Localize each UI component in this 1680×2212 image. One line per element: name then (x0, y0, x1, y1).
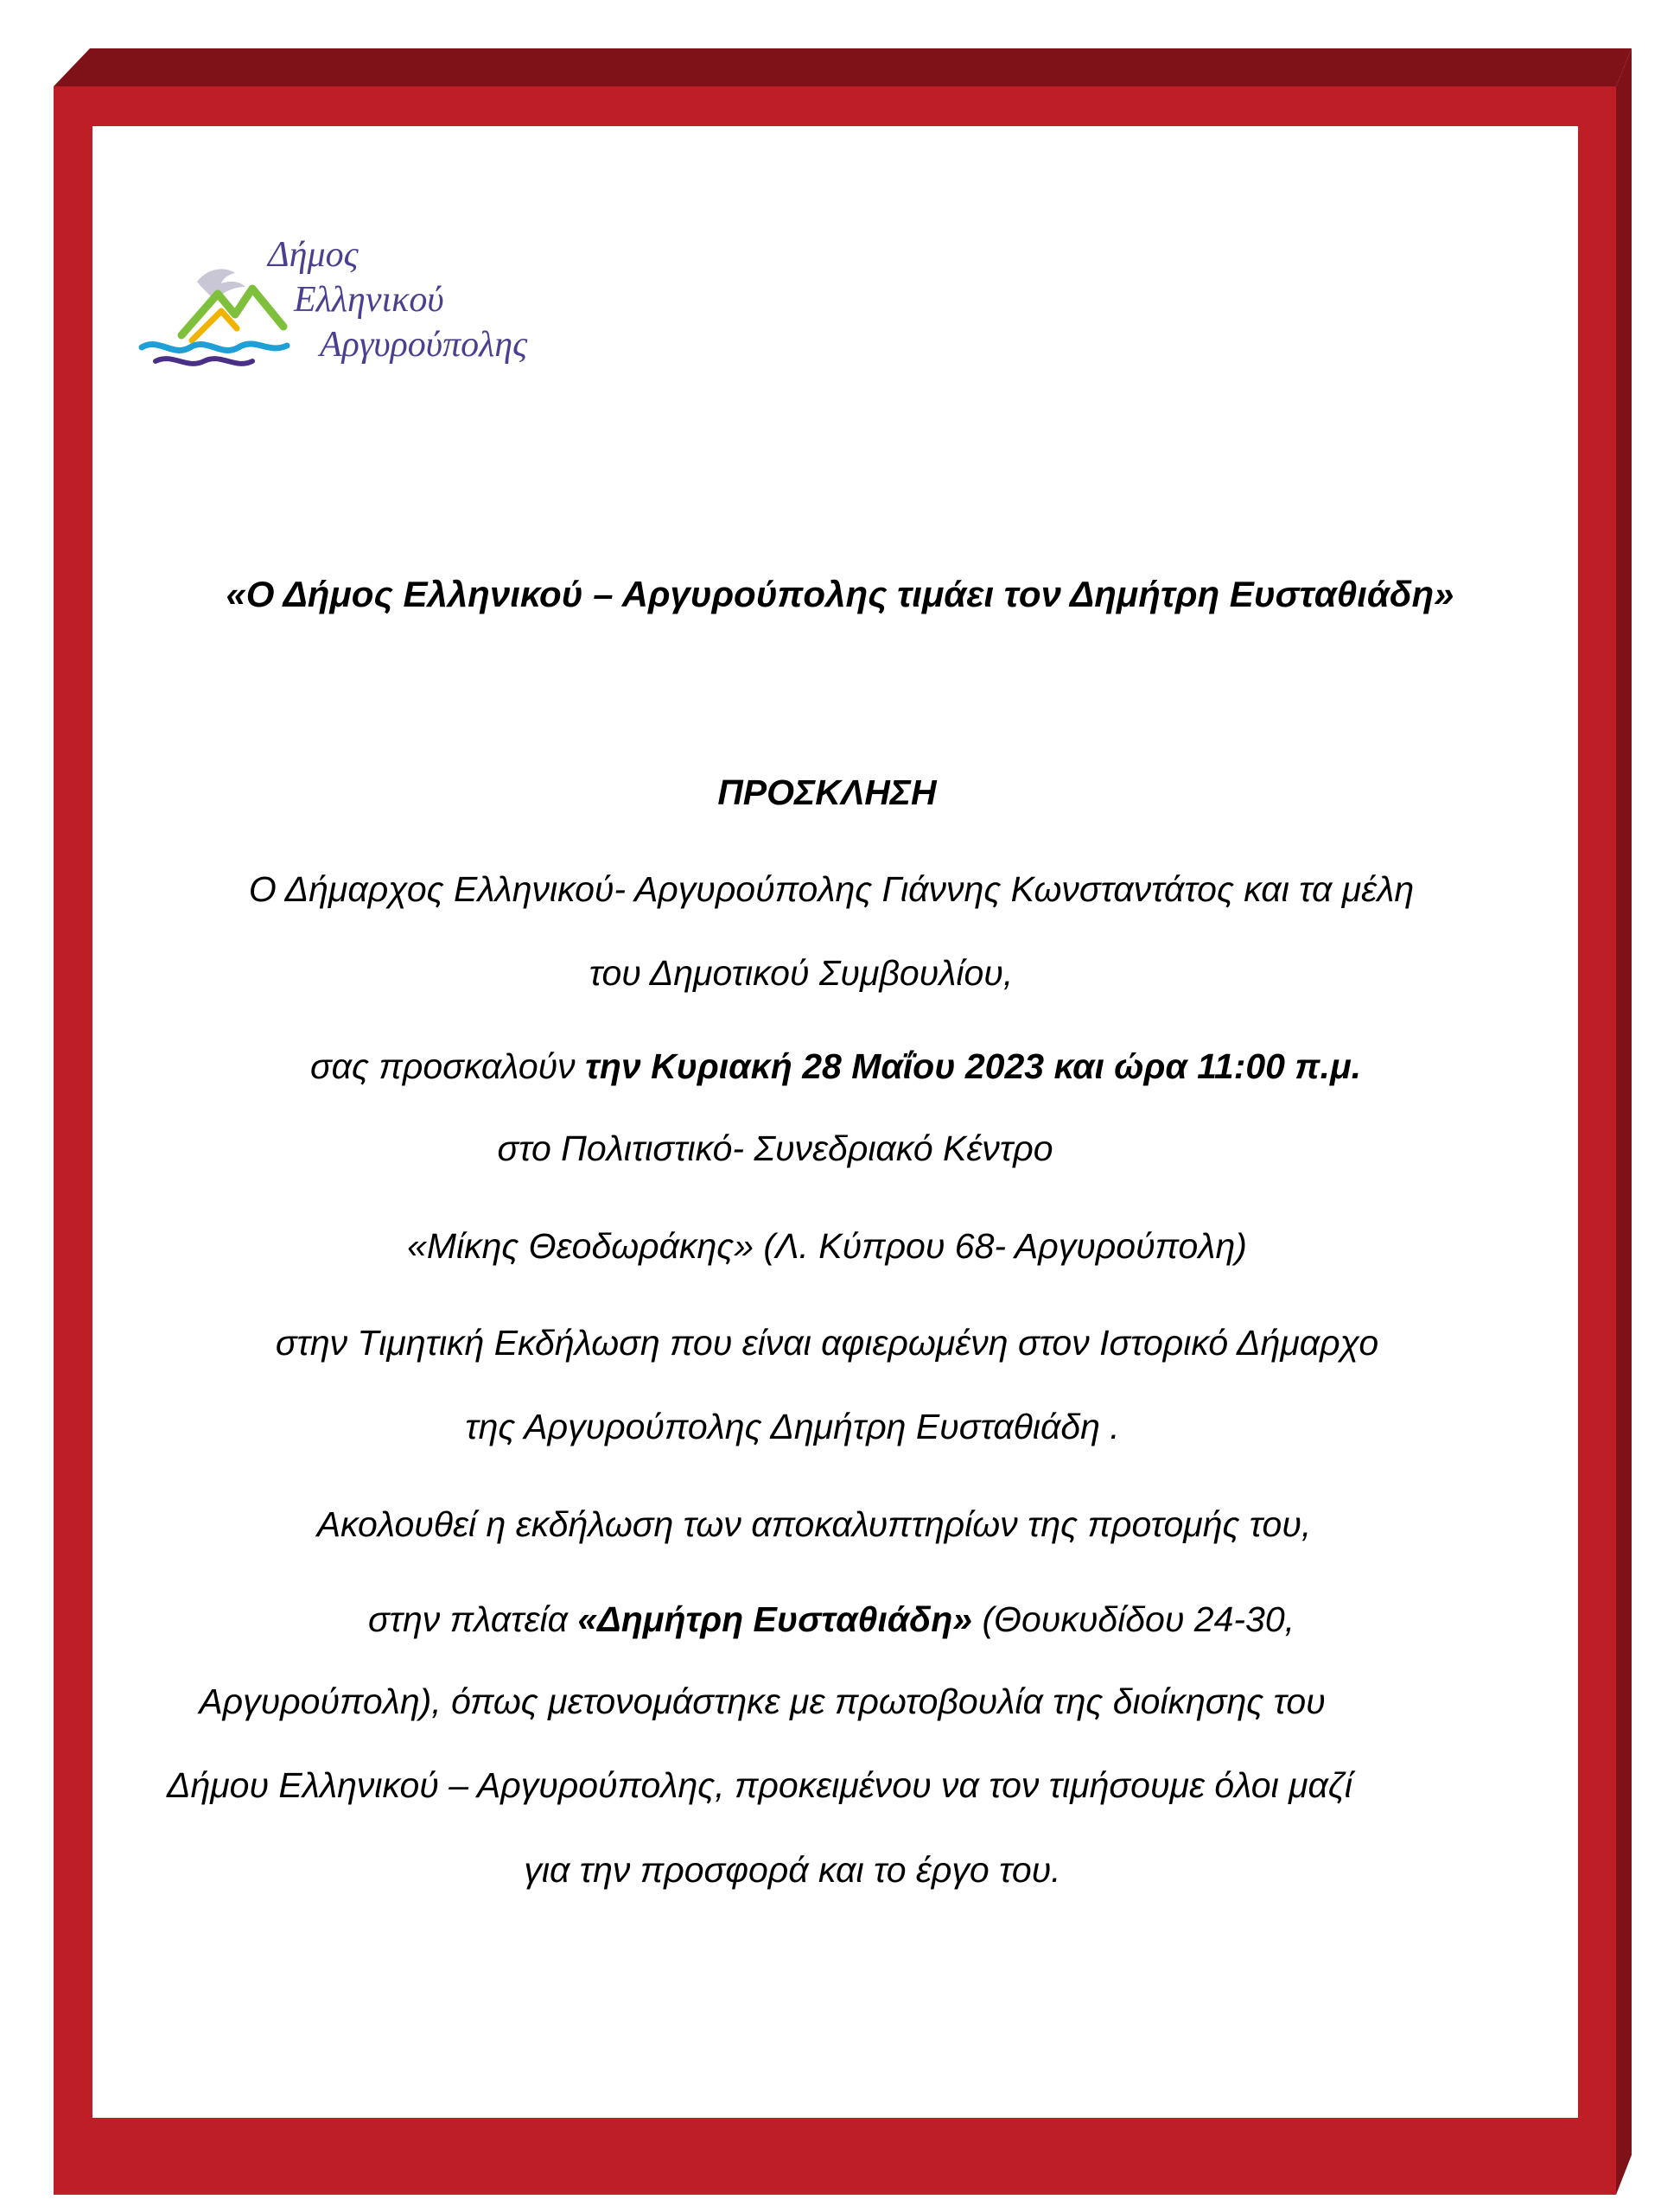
square-name: «Δημήτρη Ευσταθιάδη» (577, 1599, 973, 1639)
body-line-11: Δήμου Ελληνικού – Αργυρούπολης, προκειμένου να τον τιμήσουμε όλοι μαζί (166, 1765, 1353, 1805)
body-line-7: της Αργυρούπολης Δημήτρη Ευσταθιάδη . (465, 1407, 1120, 1446)
body-line-1: Ο Δήμαρχος Ελληνικού- Αργυρούπολης Γιάννης Κωνσταντάτος και τα μέλη (248, 869, 1415, 909)
body-line-4: στο Πολιτιστικό- Συνεδριακό Κέντρο (497, 1128, 1053, 1168)
body-line-12: για την προσφορά και το έργο του. (524, 1850, 1061, 1890)
event-date-time: την Κυριακή 28 Μαΐου 2023 και ώρα 11:00 π.μ. (585, 1046, 1362, 1086)
invite-text: σας προσκαλούν (309, 1046, 586, 1086)
municipality-logo (138, 232, 622, 378)
body-line-9 (0, 1599, 1671, 1641)
dove-mountains-waves-icon (138, 232, 622, 378)
body-line-10: Αργυρούπολη), όπως μετονομάστηκε με πρωτοβουλία της διοίκησης του (199, 1681, 1326, 1721)
event-title: «Ο Δήμος Ελληνικού – Αργυρούπολης τιμάει τον Δημήτρη Ευσταθιάδη» (226, 574, 1454, 614)
square-address: (Θουκυδίδου 24-30, (972, 1599, 1295, 1639)
logo-line-1: Δήμος (268, 235, 359, 275)
logo-line-3: Αργυρούπολης (320, 325, 528, 365)
invitation-heading: ΠΡΟΣΚΛΗΣΗ (717, 772, 937, 812)
body-line-2: του Δημοτικού Συμβουλίου, (589, 953, 1014, 993)
body-line-8: Ακολουθεί η εκδήλωση των αποκαλυπτηρίων της προτομής του, (316, 1504, 1312, 1544)
logo-line-2: Ελληνικού (294, 280, 444, 320)
square-pre: στην πλατεία (367, 1599, 578, 1639)
venue-line: «Μίκης Θεοδωράκης» (Λ. Κύπρου 68- Αργυρούπολη) (407, 1226, 1247, 1266)
body-line-6: στην Τιμητική Εκδήλωση που είναι αφιερωμένη στον Ιστορικό Δήμαρχο (275, 1323, 1379, 1363)
body-line-3 (0, 1046, 1676, 1088)
